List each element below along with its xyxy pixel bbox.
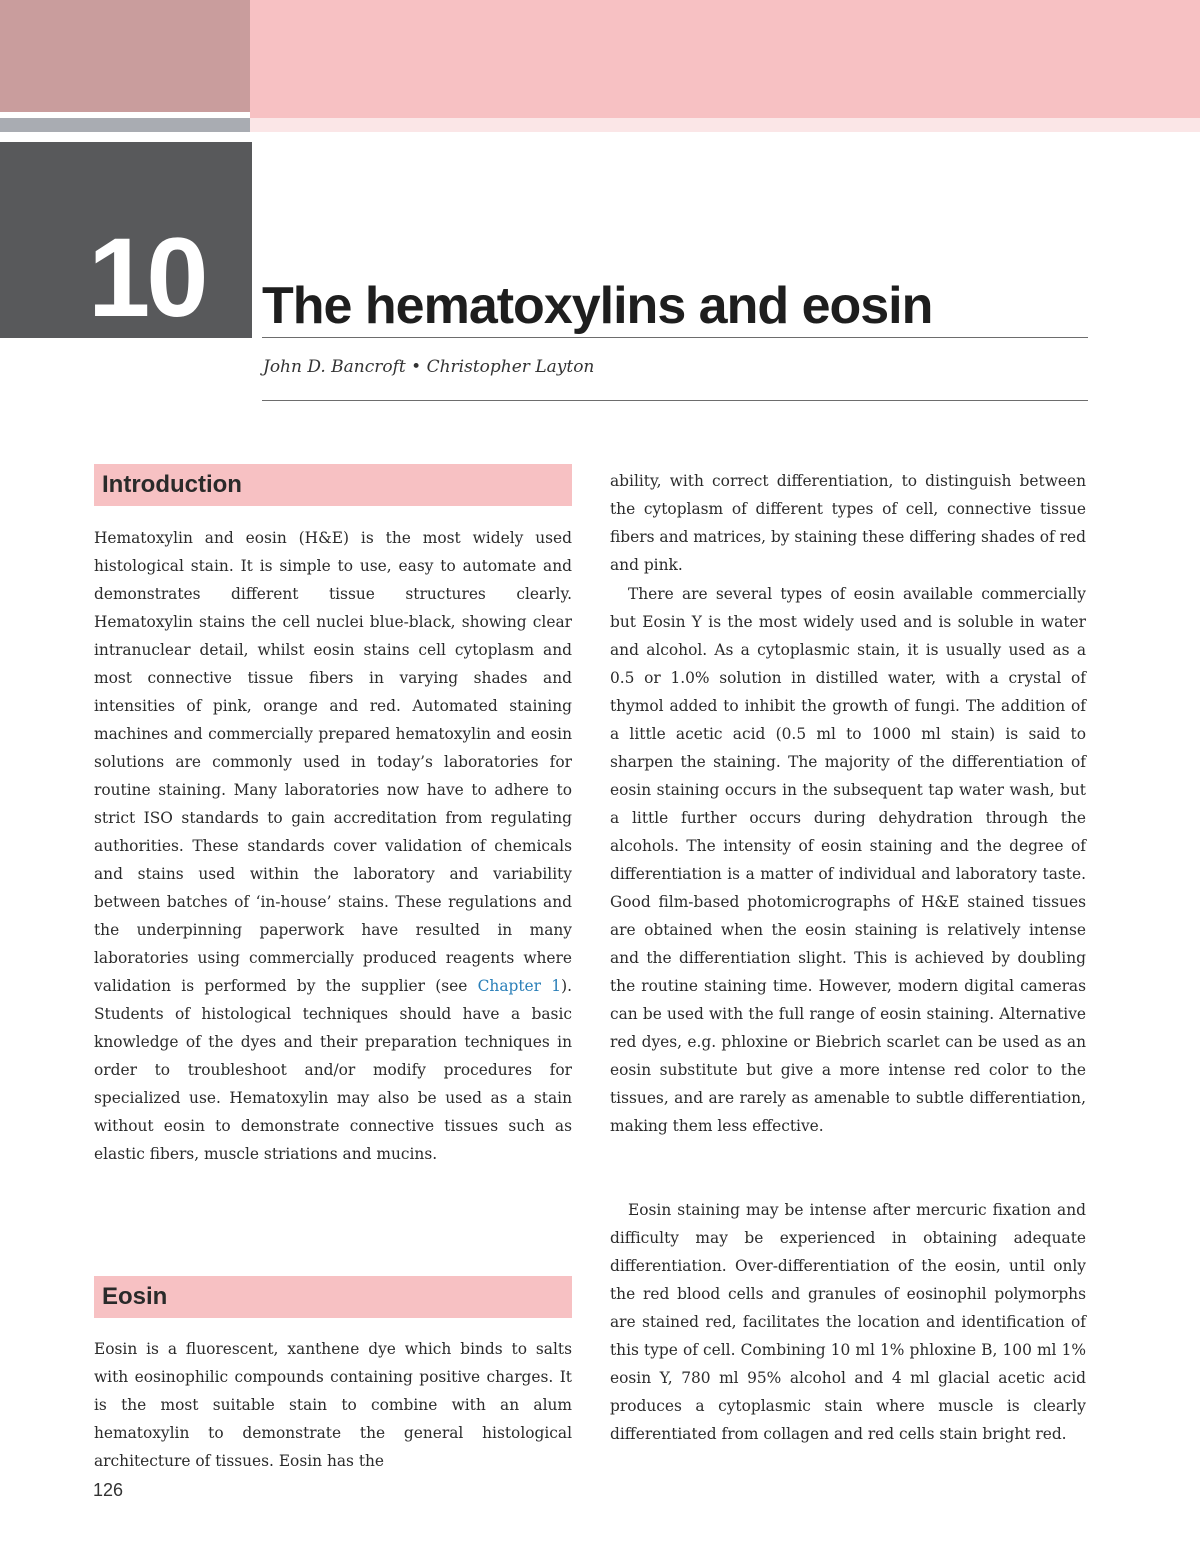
eosin-paragraph-right-3: Eosin staining may be intense after mercuric fixation and difficulty may be experienced in obtaining adequate differentiation. Over-differentiation of the eosin, until only the red blood cells and granules of eosinophil polymorphs are stained red, facilitates the location and identification of this type of cell. Combining 10 ml 1% phloxine B, 100 ml 1% eosin Y, 780 ml 95% alcohol and 4 ml glacial acetic acid produces a cytoplasmic stain where muscle is clearly differentiated from collagen and red cells stain bright red. [610,1201,1086,1443]
introduction-text-part2: ). Students of histological techniques should have a basic knowledge of the dyes and their preparation techniques in order to troubleshoot and/or modify procedures for specialized use. Hematoxylin may also be used as a stain without eosin to demonstrate connective tissues such as elastic fibers, muscle striations and mucins. [94,977,572,1163]
eosin-paragraph-right-2: There are several types of eosin available commercially but Eosin Y is the most widely used and is soluble in water and alcohol. As a cytoplasmic stain, it is usually used as a 0.5 or 1.0% solution in distilled water, with a crystal of thymol added to inhibit the growth of fungi. The addition of a little acetic acid (0.5 ml to 1000 ml stain) is said to sharpen the staining. The majority of the differentiation of eosin staining occurs in the subsequent tap water wash, but a little further occurs during dehydration through the alcohols. The intensity of eosin staining and the degree of differentiation is a matter of individual and laboratory taste. Good film-based photomicrographs of H&E stained tissues are obtained when the eosin staining is relatively intense and the differentiation slight. This is achieved by doubling the routine staining time. However, modern digital cameras can be used with the full range of eosin staining. Alternative red dyes, e.g. phloxine or Biebrich scarlet can be used as an eosin substitute but give a more intense red color to the tissues, and are rarely as amenable to subtle differentiation, making them less effective. [610,585,1086,1135]
authors-rule [262,400,1088,401]
eosin-paragraph-left: Eosin is a fluorescent, xanthene dye which binds to salts with eosinophilic compounds containing positive charges. It is the most suitable stain to combine with an alum hematoxylin to demonstrate the general histological architecture of tissues. Eosin has the [94,1340,572,1470]
chapter-authors: John D. Bancroft • Christopher Layton [263,357,595,377]
section-heading-eosin: Eosin [94,1276,572,1318]
introduction-paragraph [94,524,572,1168]
header-strip-right [250,118,1200,132]
introduction-text-part1: Hematoxylin and eosin (H&E) is the most widely used histological stain. It is simple to use, easy to automate and demonstrates different tissue structures clearly. Hematoxylin stains the cell nuclei blue-black, showing clear intranuclear detail, whilst eosin stains cell cytoplasm and most connective tissue fibers in varying shades and intensities of pink, orange and red. Automated staining machines and commercially prepared hematoxylin and eosin solutions are commonly used in today’s laboratories for routine staining. Many laboratories now have to adhere to strict ISO standards to gain accreditation from regulating authorities. These standards cover validation of chemicals and stains used within the laboratory and variability between batches of ‘in-house’ stains. These regulations and the underpinning paperwork have resulted in many laboratories using commercially produced reagents where validation is performed by the supplier (see [94,529,572,995]
header-band-left [0,0,250,112]
chapter-title: The hematoxylins and eosin [262,277,933,335]
page-number: 126 [93,1480,124,1500]
title-rule [262,337,1088,338]
header-strip-left [0,118,250,132]
chapter-1-link[interactable]: Chapter 1 [477,977,562,995]
eosin-paragraph-right-1: ability, with correct differentiation, to distinguish between the cytoplasm of different types of cell, connective tissue fibers and matrices, by staining these differing shades of red and pink. [610,472,1086,574]
section-heading-introduction: Introduction [94,464,572,506]
header-band-right [250,0,1200,118]
chapter-number: 10 [88,215,205,340]
